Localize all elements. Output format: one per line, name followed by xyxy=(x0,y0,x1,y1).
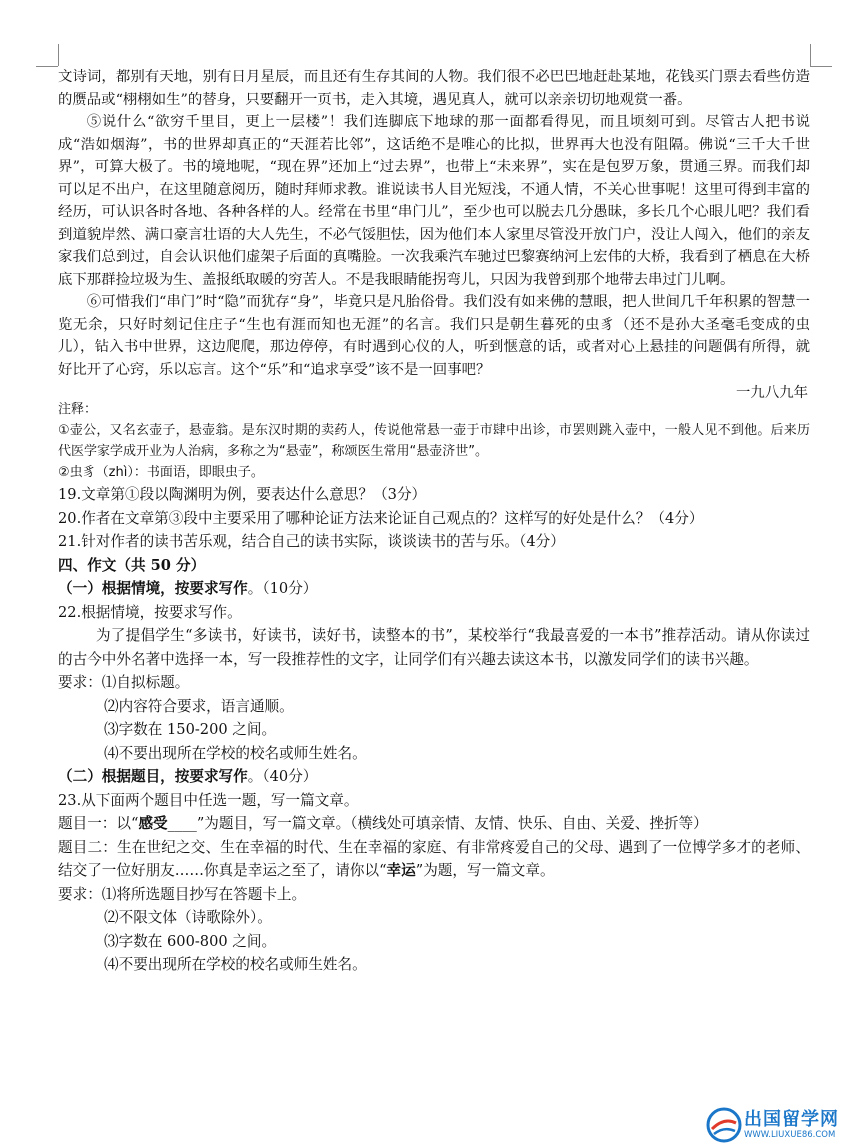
body-paragraph-5: ⑤说什么“欲穷千里目，更上一层楼”！我们连脚底下地球的那一面都看得见，而且顷刻可到。尽管古人把书说成“浩如烟海”，书的世界却真正的“天涯若比邻”，这话绝不是唯心的比拟，世界再大也没有阻隔。佛说“三千大千世界”，可算大极了。书的境地呢，“现在界”还加上“过去界”，也带上“未来界”，实在是包罗万象，贯通三界。而我们却可以足不出户，在这里随意阅历，随时拜师求教。谁说读书人目光短浅，不通人情，不关心世事呢！这里可得到丰富的经历，可认识各时各地、各种各样的人。经常在书里“串门儿”，至少也可以脱去几分愚昧，多长几个心眼儿吧？我们看到道貌岸然、满口豪言壮语的大人先生，不必气馁胆怯，因为他们本人家里尽管没开放门户，没让人闯入，他们的亲友家我们总到过，自会认识他们虚架子后面的真嘴脸。一次我乘汽车驰过巴黎赛纳河上宏伟的大桥，我看到了栖息在大桥底下那群捡垃圾为生、盖报纸取暖的穷苦人。不是我眼睛能拐弯儿，只因为我曾到那个地带去串过门儿啊。 xyxy=(58,114,810,288)
part2-heading-title: （二）根据题目，按要求写作 xyxy=(58,768,248,785)
topic-1 xyxy=(58,812,810,836)
essay-date: 一九八九年 xyxy=(736,385,808,401)
part1-heading-score: 。（10分） xyxy=(247,580,318,597)
watermark-name: 出国留学网 xyxy=(744,1108,839,1130)
question-19: 19.文章第①段以陶渊明为例，要表达什么意思？（3分） xyxy=(58,486,427,503)
part1-req-3: ⑶字数在 150-200 之间。 xyxy=(104,721,277,738)
part2-req-1: ⑴将所选题目抄写在答题卡上。 xyxy=(101,885,307,903)
topic-2-suffix: ”为题，写一篇文章。 xyxy=(415,862,555,879)
topic-2 xyxy=(58,836,810,883)
topic-1-prefix: 题目一：以“ xyxy=(58,815,139,832)
body-paragraph-4-end: 文诗词，都别有天地，别有日月星辰，而且还有生存其间的人物。我们很不必巴巴地赶赴某地，花钱买门票去看些仿造的赝品或“栩栩如生”的替身，只要翻开一页书，走入其境，遇见真人，就可以亲亲切切地观赏一番。 xyxy=(58,69,810,108)
watermark-text xyxy=(744,1110,839,1141)
part1-scenario: 为了提倡学生“多读书，好读书，读好书，读整本的书”，某校举行“我最喜爱的一本书”推荐活动。请从你读过的古今中外名著中选择一本，写一段推荐性的文字，让同学们有兴趣去读这本书，以激发同学们的读书兴趣。 xyxy=(58,627,810,668)
part1-heading xyxy=(58,577,810,601)
part2-req-label: 要求： xyxy=(58,885,102,903)
corner-mark-tr-v xyxy=(810,44,811,66)
part2-heading xyxy=(58,765,810,789)
part1-req-1: ⑴自拟标题。 xyxy=(101,674,190,691)
topic-2-keyword: 幸运 xyxy=(386,862,416,879)
part1-req-label: 要求： xyxy=(58,674,102,691)
question-21: 21.针对作者的读书苦乐观，结合自己的读书实际，谈谈读书的苦与乐。（4分） xyxy=(58,533,565,550)
document-page xyxy=(58,66,810,977)
watermark-url: WWW.LIUXUE86.COM xyxy=(744,1129,836,1140)
site-watermark xyxy=(706,1103,849,1147)
part1-heading-title: （一）根据情境，按要求写作 xyxy=(58,580,248,597)
part2-req-3: ⑶字数在 600-800 之间。 xyxy=(104,932,277,950)
part1-req-4: ⑷不要出现所在学校的校名或师生姓名。 xyxy=(104,744,367,762)
corner-mark-tl-h xyxy=(36,66,58,67)
topic-1-suffix: ”为题目，写一篇文章。（横线处可填亲情、友情、快乐、自由、关爱、挫折等） xyxy=(196,815,708,832)
question-22: 22.根据情境，按要求写作。 xyxy=(58,603,242,621)
note-2: ②虫豸（zhì）：书面语，即眼虫子。 xyxy=(58,465,264,480)
note-1: ①壶公，又名玄壶子，悬壶翁。是东汉时期的卖药人，传说他常悬一壶于市肆中出诊，市罢则跳入壶中，一般人见不到他。后来历代医学家学成开业为人治病，多称之为“悬壶”，称颂医生常用“悬壶济世”。 xyxy=(58,423,810,459)
body-paragraph-6: ⑥可惜我们“串门”时“隐”而犹存“身”，毕竟只是凡胎俗骨。我们没有如来佛的慧眼，把人世间几千年积累的智慧一览无余，只好时刻记住庄子“生也有涯而知也无涯”的名言。我们只是朝生暮死的虫豸（还不是孙大圣毫毛变成的虫儿），钻入书中世界，这边爬爬，那边停停，有时遇到心仪的人，听到惬意的话，或者对心上悬挂的问题偶有所得，就好比开了心窍，乐以忘言。这个“乐”和“追求享受”该不是一回事吧？ xyxy=(58,294,810,378)
question-20: 20.作者在文章第③段中主要采用了哪种论证方法来论证自己观点的？这样写的好处是什么？（4分） xyxy=(58,509,704,527)
notes-title: 注释： xyxy=(58,402,98,417)
part2-req-4: ⑷不要出现所在学校的校名或师生姓名。 xyxy=(104,956,367,973)
corner-mark-tr-h xyxy=(810,66,832,67)
part2-heading-score: 。（40分） xyxy=(247,768,318,785)
globe-logo-icon xyxy=(706,1107,742,1143)
section-heading: 四、作文（共 50 分） xyxy=(58,556,206,574)
part1-req-2: ⑵内容符合要求，语言通顺。 xyxy=(104,697,294,715)
topic-1-blank: ____ xyxy=(167,815,197,832)
topic-2-prefix: 题目二：生在世纪之交、生在幸福的时代、生在幸福的家庭、有非常疼爱自己的父母、遇到了一位博学多才的老师、结交了一位好朋友……你真是幸运之至了，请你以“ xyxy=(58,838,810,879)
question-23: 23.从下面两个题目中任选一题，写一篇文章。 xyxy=(58,791,359,809)
topic-1-keyword: 感受 xyxy=(138,815,168,832)
part2-req-2: ⑵不限文体（诗歌除外）。 xyxy=(104,909,272,926)
corner-mark-tl-v xyxy=(58,44,59,66)
